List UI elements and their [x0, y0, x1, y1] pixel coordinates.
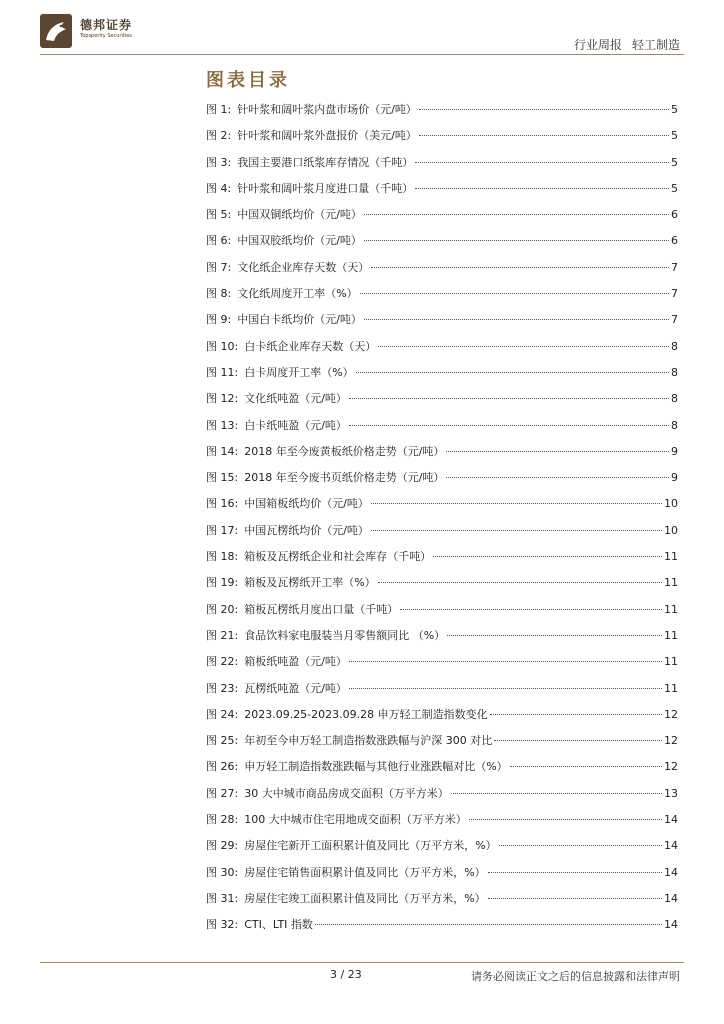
toc-figure-number: 图 27: [206, 786, 239, 800]
toc-figure-number: 图 32: [206, 918, 239, 932]
toc-page-number: 7 [671, 287, 678, 301]
toc-figure-number: 图 8: [206, 287, 232, 301]
toc-leader-dots [364, 319, 669, 320]
toc-figure-title: 30 大中城市商品房成交面积（万平方米） [244, 786, 449, 800]
toc-entry[interactable] [206, 338, 678, 364]
toc-figure-number: 图 29: [206, 839, 239, 853]
toc-figure-title: 文化纸企业库存天数（天） [237, 260, 370, 274]
toc-entry[interactable] [206, 706, 678, 732]
toc-figure-title: 文化纸周度开工率（%） [237, 287, 358, 301]
toc-leader-dots [469, 819, 662, 820]
toc-page-number: 9 [671, 444, 678, 458]
toc-entry[interactable] [206, 601, 678, 627]
toc-entry[interactable] [206, 890, 678, 916]
legal-disclaimer: 请务必阅读正文之后的信息披露和法律声明 [471, 970, 680, 983]
toc-entry[interactable] [206, 522, 678, 548]
toc-leader-dots [446, 451, 669, 452]
footer-divider [40, 962, 684, 963]
toc-figure-title: 中国双铜纸均价（元/吨） [237, 208, 362, 222]
toc-figure-title: 白卡纸吨盈（元/吨） [244, 418, 347, 432]
toc-leader-dots [415, 188, 669, 189]
toc-leader-dots [371, 503, 662, 504]
toc-leader-dots [349, 425, 669, 426]
toc-page-number: 10 [664, 497, 678, 511]
toc-figure-number: 图 5: [206, 208, 232, 222]
toc-entry[interactable] [206, 758, 678, 784]
toc-leader-dots [360, 293, 669, 294]
toc-page-number: 12 [664, 760, 678, 774]
toc-page-number: 8 [671, 392, 678, 406]
toc-figure-number: 图 24: [206, 707, 239, 721]
toc-figure-number: 图 30: [206, 865, 239, 879]
toc-figure-title: 申万轻工制造指数涨跌幅与其他行业涨跌幅对比（%） [244, 760, 508, 774]
toc-page-number: 14 [664, 813, 678, 827]
toc-figure-title: 2023.09.25-2023.09.28 申万轻工制造指数变化 [244, 707, 488, 721]
toc-entry[interactable] [206, 154, 678, 180]
toc-figure-number: 图 22: [206, 655, 239, 669]
toc-figure-number: 图 28: [206, 813, 239, 827]
toc-entry[interactable] [206, 548, 678, 574]
toc-figure-number: 图 20: [206, 602, 239, 616]
toc-leader-dots [371, 530, 662, 531]
toc-page-number: 14 [664, 891, 678, 905]
toc-page-number: 12 [664, 734, 678, 748]
toc-leader-dots [419, 135, 669, 136]
toc-figure-title: 箱板瓦楞纸月度出口量（千吨） [244, 602, 399, 616]
toc-figure-title: 年初至今申万轻工制造指数涨跌幅与沪深 300 对比 [244, 734, 493, 748]
toc-title: 图表目录 [206, 70, 290, 91]
toc-figure-title: 针叶浆和阔叶浆内盘市场价（元/吨） [237, 103, 417, 116]
toc-figure-title: 我国主要港口纸浆库存情况（千吨） [237, 155, 414, 169]
toc-figure-number: 图 16: [206, 497, 239, 511]
toc-figure-number: 图 13: [206, 418, 239, 432]
toc-leader-dots [356, 372, 669, 373]
toc-figure-title: 中国白卡纸均价（元/吨） [237, 313, 362, 327]
toc-figure-title: 2018 年至今废黄板纸价格走势（元/吨） [244, 444, 445, 458]
toc-page-number: 9 [671, 471, 678, 485]
toc-page-number: 8 [671, 365, 678, 379]
toc-figure-title: 白卡纸企业库存天数（天） [244, 339, 377, 353]
toc-page-number: 14 [664, 865, 678, 879]
toc-leader-dots [378, 346, 669, 347]
toc-page-number: 11 [664, 628, 678, 642]
toc-leader-dots [510, 766, 662, 767]
toc-figure-title: 文化纸吨盈（元/吨） [244, 392, 347, 406]
toc-entry[interactable] [206, 180, 678, 206]
toc-page-number: 5 [671, 103, 678, 116]
toc-figure-number: 图 23: [206, 681, 239, 695]
toc-entry[interactable] [206, 443, 678, 469]
toc-leader-dots [378, 582, 662, 583]
toc-leader-dots [349, 661, 662, 662]
industry-name: 轻工制造 [631, 38, 680, 52]
toc-leader-dots [499, 845, 662, 846]
toc-figure-number: 图 21: [206, 628, 239, 642]
toc-page-number: 8 [671, 418, 678, 432]
toc-entry[interactable] [206, 495, 678, 521]
toc-leader-dots [419, 109, 669, 110]
toc-entry[interactable] [206, 390, 678, 416]
toc-figure-number: 图 25: [206, 734, 239, 748]
toc-leader-dots [447, 635, 662, 636]
toc-figure-number: 图 11: [206, 365, 239, 379]
toc-figure-number: 图 1: [206, 103, 232, 116]
figure-list [206, 101, 678, 943]
page-number: 3 / 23 [330, 968, 362, 981]
toc-leader-dots [349, 688, 662, 689]
toc-figure-title: 箱板及瓦楞纸开工率（%） [244, 576, 376, 590]
toc-figure-number: 图 18: [206, 550, 239, 564]
report-category [574, 36, 680, 53]
toc-figure-title: 箱板纸吨盈（元/吨） [244, 655, 347, 669]
toc-page-number: 11 [664, 681, 678, 695]
toc-page-number: 7 [671, 260, 678, 274]
toc-figure-number: 图 3: [206, 155, 232, 169]
toc-leader-dots [415, 162, 669, 163]
toc-figure-number: 图 10: [206, 339, 239, 353]
toc-leader-dots [433, 556, 662, 557]
brand-name-en: Topsperity Securities [80, 33, 132, 39]
toc-figure-title: CTI、LTI 指数 [244, 918, 313, 932]
toc-figure-title: 中国瓦楞纸均价（元/吨） [244, 523, 369, 537]
toc-leader-dots [494, 740, 662, 741]
toc-entry[interactable] [206, 101, 678, 127]
toc-page-number: 13 [664, 786, 678, 800]
toc-entry[interactable] [206, 627, 678, 653]
toc-figure-number: 图 7: [206, 260, 232, 274]
toc-figure-title: 房屋住宅新开工面积累计值及同比（万平方米，%） [244, 839, 497, 853]
toc-figure-number: 图 15: [206, 471, 239, 485]
toc-leader-dots [315, 924, 662, 925]
toc-entry[interactable] [206, 680, 678, 706]
toc-figure-title: 房屋住宅竣工面积累计值及同比（万平方米，%） [244, 891, 486, 905]
toc-page-number: 11 [664, 602, 678, 616]
toc-page-number: 14 [664, 839, 678, 853]
toc-entry[interactable] [206, 127, 678, 153]
toc-figure-title: 中国双胶纸均价（元/吨） [237, 234, 362, 248]
toc-leader-dots [371, 267, 669, 268]
toc-entry[interactable] [206, 417, 678, 443]
toc-figure-number: 图 31: [206, 891, 239, 905]
toc-entry[interactable] [206, 469, 678, 495]
toc-page-number: 7 [671, 313, 678, 327]
toc-entry[interactable] [206, 574, 678, 600]
toc-figure-number: 图 19: [206, 576, 239, 590]
toc-entry[interactable] [206, 285, 678, 311]
toc-leader-dots [490, 714, 662, 715]
toc-entry[interactable] [206, 232, 678, 258]
toc-figure-number: 图 14: [206, 444, 239, 458]
toc-figure-number: 图 6: [206, 234, 232, 248]
toc-page-number: 6 [671, 208, 678, 222]
toc-page-number: 12 [664, 707, 678, 721]
toc-page-number: 11 [664, 655, 678, 669]
toc-page-number: 5 [671, 155, 678, 169]
toc-entry[interactable] [206, 837, 678, 863]
toc-leader-dots [364, 214, 669, 215]
toc-entry[interactable] [206, 811, 678, 837]
toc-page-number: 11 [664, 550, 678, 564]
toc-figure-title: 100 大中城市住宅用地成交面积（万平方米） [244, 813, 467, 827]
toc-page-number: 8 [671, 339, 678, 353]
toc-page-number: 6 [671, 234, 678, 248]
toc-entry[interactable] [206, 916, 678, 942]
toc-entry[interactable] [206, 364, 678, 390]
toc-page-number: 11 [664, 576, 678, 590]
toc-leader-dots [488, 872, 662, 873]
toc-figure-title: 箱板及瓦楞纸企业和社会库存（千吨） [244, 550, 432, 564]
toc-page-number: 5 [671, 181, 678, 195]
toc-leader-dots [451, 793, 662, 794]
toc-figure-title: 中国箱板纸均价（元/吨） [244, 497, 369, 511]
toc-figure-title: 针叶浆和阔叶浆月度进口量（千吨） [237, 181, 414, 195]
toc-figure-number: 图 12: [206, 392, 239, 406]
toc-page-number: 10 [664, 523, 678, 537]
toc-figure-number: 图 2: [206, 129, 232, 143]
page-header [0, 0, 724, 60]
toc-figure-number: 图 26: [206, 760, 239, 774]
header-divider [40, 54, 684, 55]
toc-figure-title: 2018 年至今废书页纸价格走势（元/吨） [244, 471, 445, 485]
toc-entry[interactable] [206, 732, 678, 758]
toc-entry[interactable] [206, 785, 678, 811]
dragon-logo-icon [40, 14, 72, 48]
toc-leader-dots [364, 240, 669, 241]
toc-figure-title: 食品饮料家电服装当月零售额同比 （%） [244, 628, 446, 642]
toc-figure-title: 针叶浆和阔叶浆外盘报价（美元/吨） [237, 129, 417, 143]
toc-leader-dots [400, 609, 662, 610]
toc-figure-number: 图 17: [206, 523, 239, 537]
toc-leader-dots [349, 398, 669, 399]
toc-entry[interactable] [206, 864, 678, 890]
report-type: 行业周报 [573, 38, 622, 52]
toc-figure-title: 房屋住宅销售面积累计值及同比（万平方米，%） [244, 865, 486, 879]
toc-entry[interactable] [206, 259, 678, 285]
toc-leader-dots [446, 477, 669, 478]
toc-entry[interactable] [206, 653, 678, 679]
toc-figure-title: 白卡周度开工率（%） [244, 365, 354, 379]
toc-page-number: 14 [664, 918, 678, 932]
toc-entry[interactable] [206, 206, 678, 232]
toc-page-number: 5 [671, 129, 678, 143]
toc-figure-title: 瓦楞纸吨盈（元/吨） [244, 681, 347, 695]
toc-entry[interactable] [206, 311, 678, 337]
brand-name: 德邦证券 [80, 18, 133, 32]
toc-figure-number: 图 4: [206, 181, 232, 195]
toc-leader-dots [488, 898, 662, 899]
toc-figure-number: 图 9: [206, 313, 232, 327]
